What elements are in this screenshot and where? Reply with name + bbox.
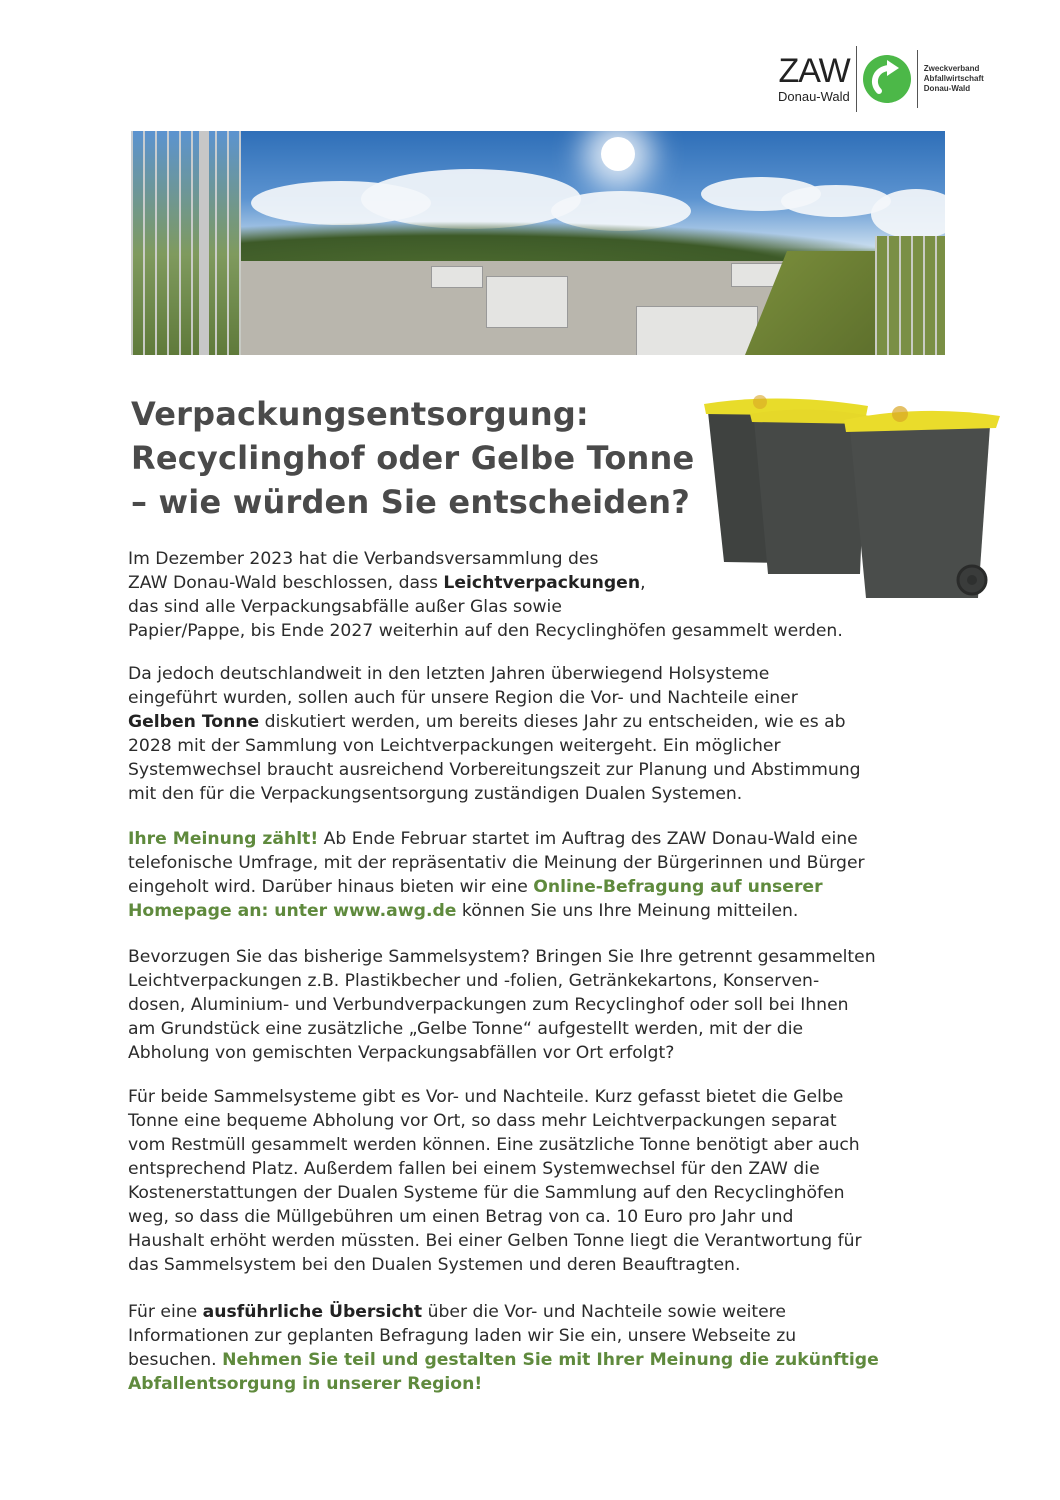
highlight-text: Abfallentsorgung in unserer Region! — [128, 1374, 483, 1394]
text-line — [128, 899, 938, 923]
text-run: ZAW Donau-Wald beschlossen, dass — [128, 573, 444, 593]
paragraph-survey — [128, 827, 938, 923]
paragraph-question — [128, 945, 938, 1065]
text-line: Leichtverpackungen z.B. Plastikbecher und -folien, Getränkekartons, Konserven- — [128, 971, 820, 991]
text-line: Tonne eine bequeme Abholung vor Ort, so dass mehr Leichtverpackungen separat — [128, 1111, 837, 1131]
logo-region: Donau-Wald — [778, 88, 850, 104]
paragraph-pros-cons — [128, 1085, 938, 1277]
highlight-text: Ihre Meinung zählt! — [128, 829, 319, 849]
text-line: telefonische Umfrage, mit der repräsentativ die Meinung der Bürgerinnen und Bürger — [128, 853, 865, 873]
bold-term: ausführliche Übersicht — [202, 1302, 423, 1322]
bold-term: Leichtverpackungen — [443, 573, 641, 593]
text-line: eingeführt wurden, sollen auch für unsere Region die Vor- und Nachteile einer — [128, 688, 798, 708]
text-line: Haushalt erhöht werden müssten. Bei einer Gelben Tonne liegt die Verantwortung für — [128, 1231, 862, 1251]
text-line: am Grundstück eine zusätzliche „Gelbe Tonne“ aufgestellt werden, mit der die — [128, 1019, 804, 1039]
fence-left — [131, 131, 241, 355]
text-line — [128, 1348, 938, 1372]
text-line: Kostenerstattungen der Dualen Systeme für die Sammlung auf den Recyclinghöfen — [128, 1183, 845, 1203]
highlight-text: Online-Befragung auf unserer — [533, 877, 823, 897]
highlight-text: Nehmen Sie teil und gestalten Sie mit Ihrer Meinung die zukünftige — [222, 1350, 879, 1370]
text-line: Systemwechsel braucht ausreichend Vorbereitungszeit zur Planung und Abstimmung — [128, 760, 861, 780]
recycling-yard-panorama — [131, 131, 945, 355]
text-run: Für eine — [128, 1302, 203, 1322]
text-line — [128, 827, 938, 851]
logo-desc-line: Abfallwirtschaft — [923, 74, 984, 83]
logo-abbr: ZAW — [778, 51, 850, 90]
text-line: das sind alle Verpackungsabfälle außer Glas sowie — [128, 597, 562, 617]
text-line: Bevorzugen Sie das bisherige Sammelsystem? Bringen Sie Ihre getrennt gesammelten — [128, 947, 876, 967]
text-line — [128, 571, 938, 595]
text-line: weg, so dass die Müllgebühren um einen Betrag von ca. 10 Euro pro Jahr und — [128, 1207, 794, 1227]
text-run: können Sie uns Ihre Meinung mitteilen. — [456, 901, 799, 921]
text-line: Papier/Pappe, bis Ende 2027 weiterhin auf den Recyclinghöfen gesammelt werden. — [128, 621, 843, 641]
container — [636, 306, 758, 355]
text-run: diskutiert werden, um bereits dieses Jahr zu entscheiden, wie es ab — [259, 712, 846, 732]
text-line: vom Restmüll gesammelt werden können. Eine zusätzliche Tonne benötigt aber auch — [128, 1135, 860, 1155]
text-line: das Sammelsystem bei den Dualen Systemen und deren Beauftragten. — [128, 1255, 741, 1275]
container — [431, 266, 483, 288]
text-line: Im Dezember 2023 hat die Verbandsversammlung des — [128, 549, 599, 569]
text-run: eingeholt wird. Darüber hinaus bieten wir eine — [128, 877, 534, 897]
logo-wordmark — [778, 46, 857, 112]
text-run: über die Vor- und Nachteile sowie weitere — [422, 1302, 786, 1322]
fence-right — [875, 236, 945, 355]
text-line: 2028 mit der Sammlung von Leichtverpackungen weitergeht. Ein möglicher — [128, 736, 781, 756]
text-line: Für beide Sammelsysteme gibt es Vor- und Nachteile. Kurz gefasst bietet die Gelbe — [128, 1087, 844, 1107]
cloud — [361, 169, 581, 229]
text-line: dosen, Aluminium- und Verbundverpackungen zum Recyclinghof oder soll bei Ihnen — [128, 995, 849, 1015]
bold-term: Gelben Tonne — [128, 712, 260, 732]
paragraph-call-to-action — [128, 1300, 938, 1396]
paragraph-background — [128, 662, 938, 806]
text-line — [128, 875, 938, 899]
text-run: besuchen. — [128, 1350, 223, 1370]
text-line: entsprechend Platz. Außerdem fallen bei einem Systemwechsel für den ZAW die — [128, 1159, 820, 1179]
website-link-text: Homepage an: unter www.awg.de — [128, 901, 457, 921]
title-line: – wie würden Sie entscheiden? — [131, 483, 691, 521]
title-line: Recyclinghof oder Gelbe Tonne — [131, 439, 695, 477]
text-line — [128, 710, 938, 734]
zaw-logo — [778, 44, 984, 114]
article-title — [131, 392, 701, 524]
text-line — [128, 1300, 938, 1324]
logo-desc-line: Donau-Wald — [923, 84, 971, 93]
paragraph-intro — [128, 547, 938, 643]
text-line: mit den für die Verpackungsentsorgung zuständigen Dualen Systemen. — [128, 784, 743, 804]
recycle-arrow-icon — [863, 55, 911, 103]
text-line: Da jedoch deutschlandweit in den letzten Jahren überwiegend Holsysteme — [128, 664, 770, 684]
text-run: Ab Ende Februar startet im Auftrag des ZAW Donau-Wald eine — [318, 829, 858, 849]
text-line: Abholung von gemischten Verpackungsabfällen vor Ort erfolgt? — [128, 1043, 675, 1063]
title-line: Verpackungsentsorgung: — [131, 395, 589, 433]
sun — [601, 137, 635, 171]
text-run: , — [640, 573, 646, 593]
container — [486, 276, 568, 328]
text-line: Informationen zur geplanten Befragung laden wir Sie ein, unsere Webseite zu — [128, 1326, 797, 1346]
logo-description — [917, 50, 984, 108]
logo-desc-line: Zweckverband — [923, 64, 980, 73]
